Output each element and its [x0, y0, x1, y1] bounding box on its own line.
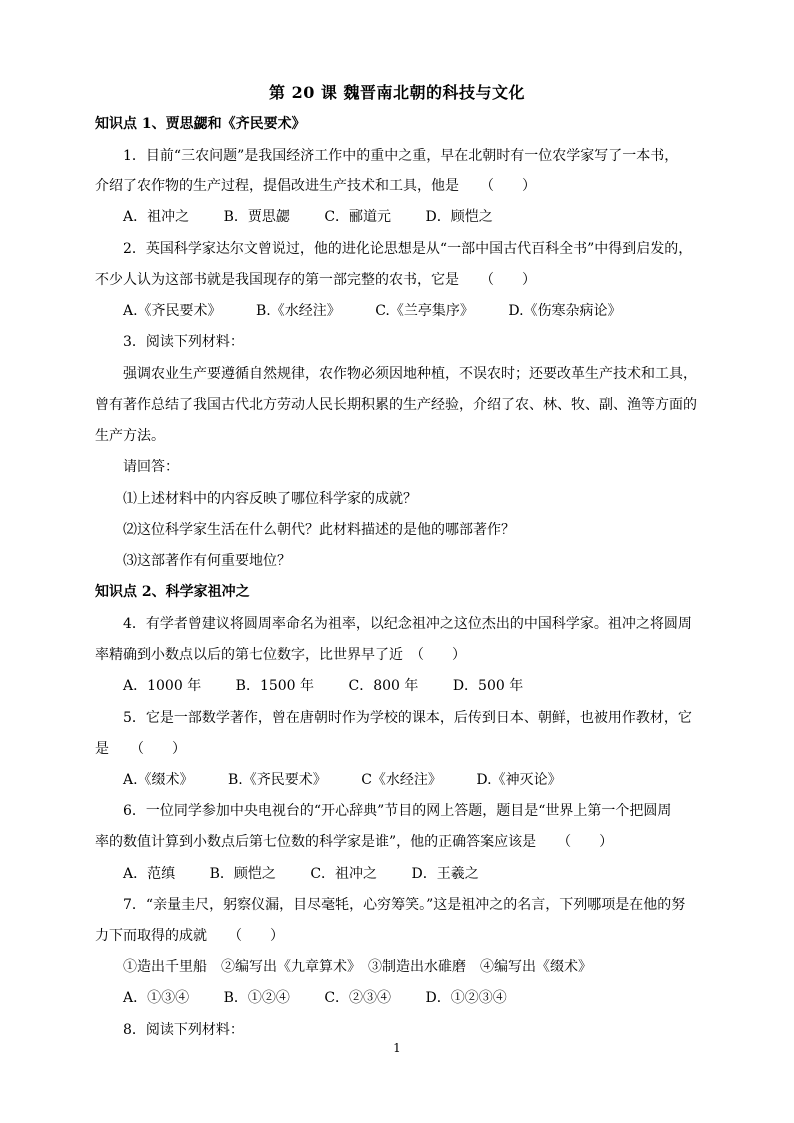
question-3-intro: 3．阅读下列材料：: [123, 334, 244, 350]
question-8-intro: 8．阅读下列材料：: [123, 1022, 244, 1038]
option-a: A．祖冲之: [123, 209, 190, 225]
page-title: 第 20 课 魏晋南北朝的科技与文化: [269, 83, 525, 102]
question-6-line-1: 6．一位同学参加中央电视台的“开心辞典”节目的网上答题，题目是“世界上第一个把圆周: [123, 803, 672, 819]
question-2-line-2: 不少人认为这部书就是我国现存的第一部完整的农书，它是 （ ）: [95, 272, 536, 288]
question-3-material-line-3: 生产方法。: [95, 428, 165, 444]
option-a: A．1000 年: [123, 678, 202, 694]
question-3-ask: 请回答：: [123, 459, 179, 475]
option-b: B．1500 年: [235, 678, 315, 694]
question-1-line-1: 1．目前“三农问题”是我国经济工作中的重中之重，早在北朝时有一位农学家写了一本书，: [123, 148, 679, 164]
option-b: B．顾恺之: [209, 866, 276, 882]
question-1-options: [123, 207, 743, 227]
question-3-material-line-1: 强调农业生产要遵循自然规律，农作物必须因地种植，不误农时；还要改革生产技术和工具，: [123, 366, 697, 382]
question-5-line-2: 是 （ ）: [95, 741, 186, 757]
option-b: B．贾思勰: [223, 209, 290, 225]
option-c: C《水经注》: [361, 772, 442, 788]
option-a: A．范缜: [123, 866, 176, 882]
question-2-options: [123, 301, 743, 321]
question-6-line-2: 率的数值计算到小数点后第七位数的科学家是谁”，他的正确答案应该是 （ ）: [95, 834, 614, 850]
question-7-line-1: 7．“亲量圭尺，躬察仪漏，目尽毫牦，心穷筹笑。”这是祖冲之的名言，下列哪项是在他的努: [123, 897, 686, 913]
option-b: B．①②④: [223, 990, 290, 1006]
option-d: D．①②③④: [425, 990, 507, 1006]
option-a: A.《缀术》: [123, 772, 194, 788]
question-3-sub-3: ⑶这部著作有何重要地位？: [123, 553, 291, 569]
question-3-material-line-2: 曾有著作总结了我国古代北方劳动人民长期积累的生产经验，介绍了农、林、牧、副、渔等方面的: [95, 397, 697, 413]
option-c: C．郦道元: [324, 209, 392, 225]
question-6-options: [123, 864, 743, 884]
section-heading-1: 知识点 1、贾思勰和《齐民要术》: [95, 116, 306, 132]
question-4-line-2: 率精确到小数点以后的第七位数字，比世界早了近 （ ）: [95, 647, 466, 663]
option-c: C．800 年: [348, 678, 419, 694]
option-a: A.《齐民要术》: [123, 303, 222, 319]
question-2-line-1: 2．英国科学家达尔文曾说过，他的进化论思想是从“一部中国古代百科全书”中得到启发的，: [123, 241, 693, 257]
option-d: D．顾恺之: [425, 209, 493, 225]
question-3-sub-2: ⑵这位科学家生活在什么朝代？此材料描述的是他的哪部著作？: [123, 522, 515, 538]
question-3-sub-1: ⑴上述材料中的内容反映了哪位科学家的成就？: [123, 491, 417, 507]
section-heading-2: 知识点 2、科学家祖冲之: [95, 584, 250, 600]
question-1-line-2: 介绍了农作物的生产过程，提倡改进生产技术和工具，他是 （ ）: [95, 178, 536, 194]
option-a: A．①③④: [123, 990, 190, 1006]
question-7-items: ①造出千里船 ②编写出《九章算术》 ③制造出水碓磨 ④编写出《缀术》: [123, 959, 592, 975]
question-5-line-1: 5．它是一部数学著作，曾在唐朝时作为学校的课本，后传到日本、朝鲜，也被用作教材，它: [123, 710, 692, 726]
question-7-line-2: 力下而取得的成就 （ ）: [95, 928, 284, 944]
option-c: C．②③④: [324, 990, 392, 1006]
option-b: B.《齐民要术》: [228, 772, 327, 788]
option-c: C．祖冲之: [310, 866, 378, 882]
page-number: 1: [393, 1041, 401, 1055]
question-7-options: [123, 988, 743, 1008]
option-d: D.《神灭论》: [476, 772, 562, 788]
option-d: D.《伤寒杂病论》: [508, 303, 622, 319]
question-4-options: [123, 676, 743, 696]
option-c: C.《兰亭集序》: [375, 303, 474, 319]
question-5-options: [123, 770, 743, 790]
option-d: D．500 年: [452, 678, 524, 694]
option-d: D．王羲之: [411, 866, 479, 882]
question-4-line-1: 4．有学者曾建议将圆周率命名为祖率，以纪念祖冲之这位杰出的中国科学家。祖冲之将圆周: [123, 616, 692, 632]
option-b: B.《水经注》: [256, 303, 341, 319]
